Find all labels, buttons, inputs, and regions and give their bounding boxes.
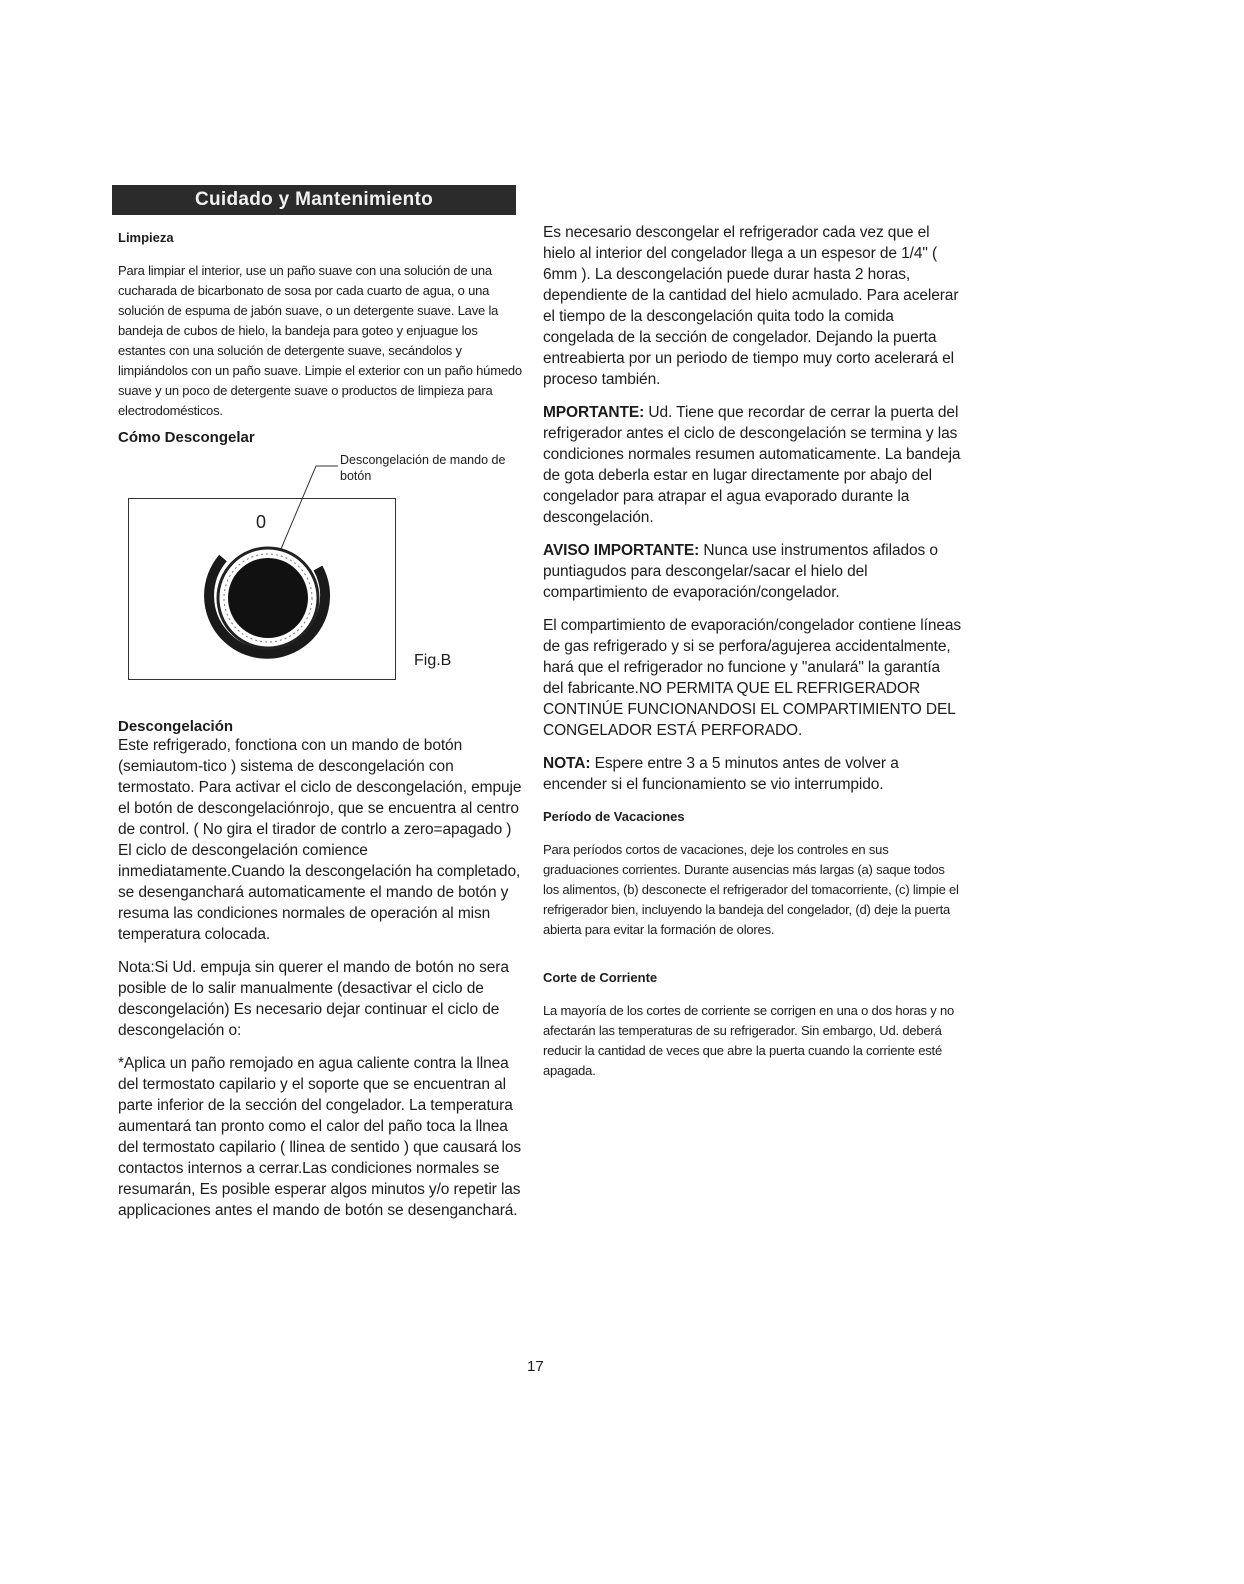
- compartimiento-paragraph: El compartimiento de evaporación/congelador contiene líneas de gas refrigerado y si se perfora/agujerea accidentalmente, hará que el refrigerador no funcione y "anulará" la garantía del fabricante.NO PERMITA QUE EL REFRIGERADOR CONTINÚE FUNCIONANDOSI EL COMPARTIMIENTO DEL CONGELADOR ESTÁ PERFORADO.: [543, 617, 962, 739]
- nota-right-text: Espere entre 3 a 5 minutos antes de volver a encender si el funcionamiento se vio interrumpido.: [543, 755, 899, 793]
- vacaciones-heading: Período de Vacaciones: [543, 809, 685, 824]
- aviso-paragraph: [543, 540, 963, 603]
- nota-right-paragraph: [543, 753, 963, 795]
- corriente-paragraph: La mayoría de los cortes de corriente se corrigen en una o dos horas y no afectarán las temperaturas de su refrigerador. Sin embargo, Ud. deberá reducir la cantidad de veces que abre la puerta cuando la corriente esté apagada.: [543, 1003, 955, 1078]
- page-number: 17: [527, 1358, 544, 1375]
- nota-label: NOTA:: [543, 755, 591, 772]
- limpieza-paragraph: Para limpiar el interior, use un paño suave con una solución de una cucharada de bicarbonato de sosa por cada cuarto de agua, o una solución de espuma de jabón suave, o un detergente suave. Lave la bandeja de cubos de hielo, la bandeja para goteo y enjuague los estantes con una solución de detergente suave, secándolos y limpiándolos con un paño suave. Limpie el exterior con un paño húmedo suave y un poco de detergente suave o productos de limpieza para electrodomésticos.: [118, 263, 522, 418]
- left-column: [118, 230, 528, 1221]
- importante-label: MPORTANTE:: [543, 404, 645, 421]
- aplica-paragraph: *Aplica un paño remojado en agua caliente contra la llnea del termostato capilario y el soporte que se encuentran al parte inferior de la sección del congelador. La temperatura aumentará tan pronto como el calor del paño toca la llnea del termostato capilario ( llinea de sentido ) que causará los contactos internos a cerrar.Las condiciones normales se resumarán, Es posible esperar algos minutos y/o repetir las applicaciones antes el mando de botón se desenganchará.: [118, 1055, 522, 1219]
- limpieza-heading: Limpieza: [118, 230, 174, 245]
- descongelacion-heading: Descongelación: [118, 718, 234, 735]
- corriente-heading: Corte de Corriente: [543, 970, 658, 985]
- aviso-label: AVISO IMPORTANTE:: [543, 542, 700, 559]
- como-descongelar-heading: Cómo Descongelar: [118, 429, 255, 446]
- importante-text: Ud. Tiene que recordar de cerrar la puerta del refrigerador antes el ciclo de descongelación se termina y las condiciones normales resumen automaticamente. La bandeja de gota deberla estar en lugar directamente por abajo del congelador para atrapar el agua evaporado durante la descongelación.: [543, 404, 961, 526]
- descongelacion-paragraph: Este refrigerado, fonctiona con un mando de botón (semiautom-tico ) sistema de descongelación con termostato. Para activar el ciclo de descongelación, empuje el botón de descongelaciónrojo, que se encuentra al centro de control. ( No gira el tirador de contrlo a zero=apagado ) El ciclo de descongelación comience inmediatamente.Cuando la descongelación ha completado, se desenganchará automaticamente el mando de botón y resuma las condiciones normales de operación al misn temperatura colocada.: [118, 737, 522, 943]
- section-title: Cuidado y Mantenimiento: [194, 189, 434, 210]
- figure-label: Fig.B: [414, 652, 452, 669]
- figure-callout-text: Descongelación de mando de botón: [340, 453, 506, 483]
- aviso-text: Nunca use instrumentos afilados o puntiagudos para descongelar/sacar el hielo del compartimiento de evaporación/congelador.: [543, 542, 938, 601]
- nota-paragraph: Nota:Si Ud. empuja sin querer el mando de botón no sera posible de lo salir manualmente (desactivar el ciclo de descongelación) Es necesario dejar continuar el ciclo de descongelación o:: [118, 959, 509, 1039]
- vacaciones-paragraph: Para períodos cortos de vacaciones, deje los controles en sus graduaciones corrientes. Durante ausencias más largas (a) saque todos los alimentos, (b) desconecte el refrigerador del tomacorriente, (c) limpie el refrigerador bien, incluyendo la bandeja del congelador, (d) deje la puerta abierta para evitar la formación de olores.: [543, 842, 959, 937]
- importante-paragraph: [543, 402, 963, 528]
- defrost-figure: [118, 450, 518, 688]
- intro-paragraph: Es necesario descongelar el refrigerador cada vez que el hielo al interior del congelador llega a un espesor de 1/4" ( 6mm ). La descongelación puede durar hasta 2 horas, dependiente de la cantidad del hielo acmulado. Para acelerar el tiempo de la descongelación quita todo la comida congelada de la sección de congelador. Dejando la puerta entreabierta por un periodo de tiempo muy corto acelerará el proceso también.: [543, 224, 959, 388]
- knob-zero-mark: 0: [256, 512, 267, 532]
- section-banner: [112, 185, 516, 215]
- right-column: [543, 222, 963, 1081]
